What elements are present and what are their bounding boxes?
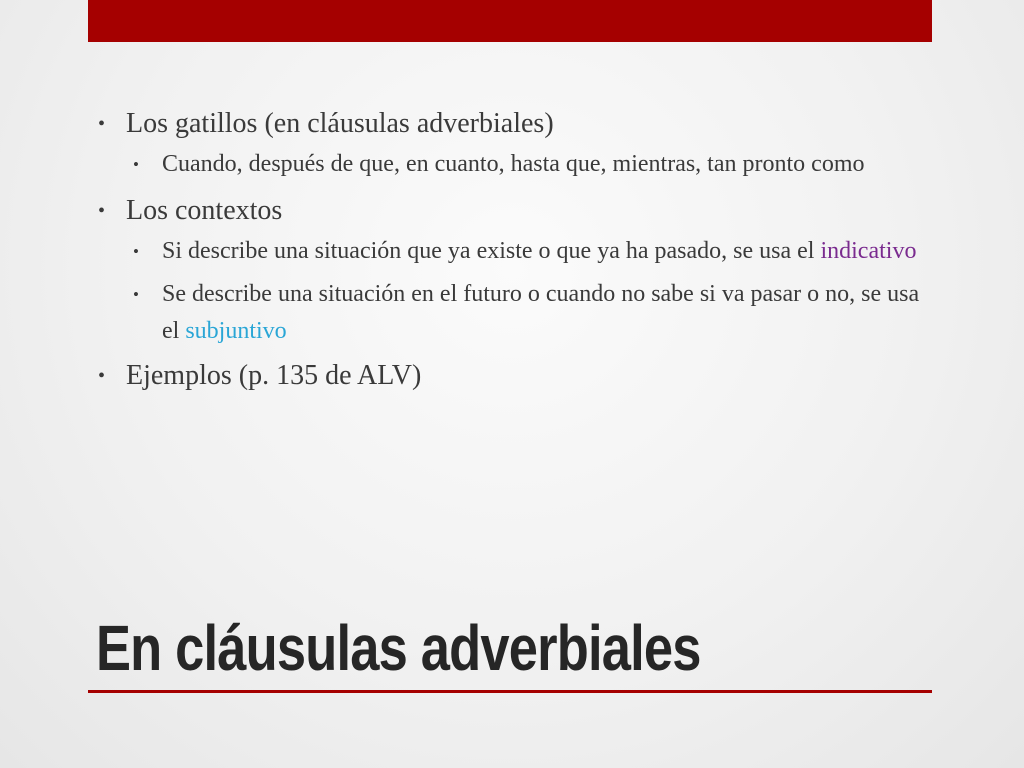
subbullet-text: Si describe una situación que ya existe o que ya ha pasado, se usa el — [162, 238, 821, 264]
slide-body — [98, 104, 928, 396]
subbullet-text: Cuando, después de que, en cuanto, hasta que, mientras, tan pronto como — [162, 151, 865, 177]
bullet-icon: • — [98, 365, 106, 387]
subbullet-subjuntivo — [133, 276, 928, 350]
bullet-ejemplos — [98, 356, 928, 396]
bullet-icon: • — [133, 242, 139, 261]
title-underline — [88, 690, 932, 693]
bullet-icon: • — [133, 285, 139, 304]
highlight-subjuntivo: subjuntivo — [185, 318, 287, 344]
bullet-icon: • — [98, 200, 106, 222]
highlight-indicativo: indicativo — [820, 238, 917, 264]
bullet-contextos — [98, 191, 928, 231]
bullet-text: Los contextos — [126, 195, 283, 226]
bullet-text: Los gatillos (en cláusulas adverbiales) — [126, 108, 554, 139]
subbullet-gatillos-list — [133, 146, 928, 183]
bullet-gatillos — [98, 104, 928, 144]
subbullet-indicativo — [133, 233, 928, 270]
slide-title: En cláusulas adverbiales — [96, 612, 701, 684]
subbullet-text: Se describe una situación en el futuro o cuando no sabe si va pasar o no, se usa el — [162, 281, 920, 344]
bullet-icon: • — [98, 113, 106, 135]
top-accent-bar — [88, 0, 932, 42]
bullet-text: Ejemplos (p. 135 de ALV) — [126, 360, 422, 391]
bullet-icon: • — [133, 155, 139, 174]
